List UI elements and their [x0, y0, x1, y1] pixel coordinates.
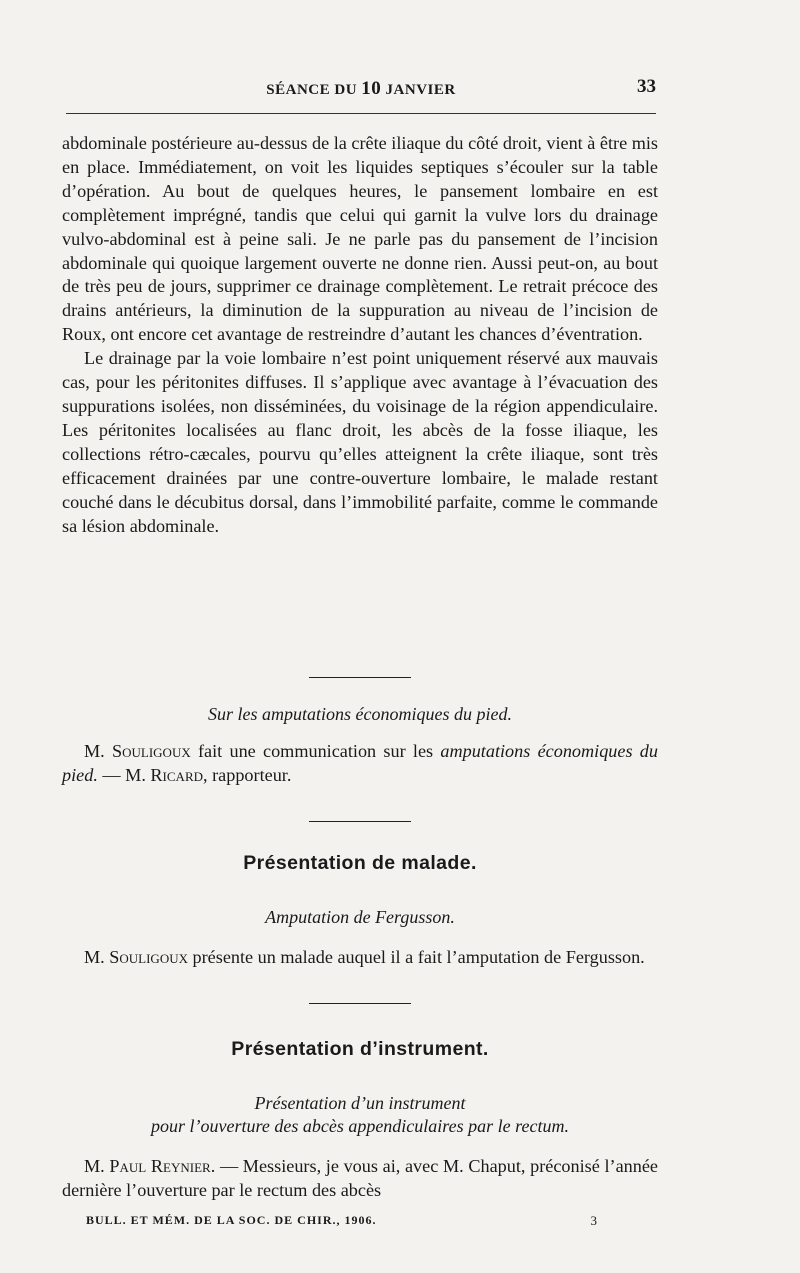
- header-title-pre: SÉANCE DU: [266, 82, 362, 98]
- section2-m: M.: [84, 947, 110, 967]
- separator-3: [309, 1003, 411, 1004]
- section1-title: Sur les amputations économiques du pied.: [208, 704, 512, 724]
- section1-text3: , rapporteur.: [203, 764, 292, 785]
- section1-text2: — M.: [97, 764, 151, 785]
- section1-text1: fait une communication sur les: [190, 741, 441, 761]
- section2-text: [62, 946, 658, 970]
- section3-text: [62, 1155, 658, 1203]
- section1-author: Souligoux: [112, 741, 191, 761]
- section3-body: . — Messieurs, je vous ai, avec M. Chaput, préconisé l’année dernière l’ouverture par le rectum des abcès: [62, 1156, 659, 1200]
- header-rule: [66, 113, 656, 114]
- footer-signature: 3: [590, 1213, 598, 1228]
- section2-author: Souligoux: [109, 947, 188, 967]
- header-title-month: JANVIER: [381, 82, 456, 98]
- section1-italic: amputations économiques du pied.: [62, 741, 658, 785]
- section3-author: Paul Reynier: [109, 1156, 211, 1176]
- page-number: 33: [637, 76, 656, 97]
- section1-paragraph: [62, 740, 658, 788]
- section3-subtitle-line1: Présentation d’un instrument: [254, 1093, 466, 1113]
- footer-journal: BULL. ET MÉM. DE LA SOC. DE CHIR., 1906.: [86, 1213, 377, 1227]
- section3-subtitle: [62, 1092, 658, 1138]
- section3-heading: Présentation d’instrument.: [231, 1038, 489, 1060]
- section1-text: [62, 740, 658, 788]
- running-header: [66, 78, 656, 102]
- header-title: [66, 78, 656, 100]
- section3-m: M.: [84, 1156, 110, 1176]
- header-date-number: 10: [361, 78, 382, 99]
- section3-paragraph: [62, 1155, 658, 1203]
- section2-body: présente un malade auquel il a fait l’amputation de Fergusson.: [187, 947, 645, 967]
- section2-heading: Présentation de malade.: [243, 852, 477, 874]
- separator-2: [309, 821, 411, 822]
- main-text: [62, 132, 658, 538]
- section1-m: M.: [84, 741, 112, 761]
- section3-subtitle-line2: pour l’ouverture des abcès appendiculaires par le rectum.: [151, 1116, 569, 1136]
- paragraph-1: abdominale postérieure au-dessus de la crête iliaque du côté droit, vient à être mis en place. Immédiatement, on voit les liquides septiques s’écouler sur la table d’opération. Au bout de quelques heures, le pansement lombaire en est complètement imprégné, tandis que celui qui garnit la vulve lors du drainage vulvo-abdominal est à peine sali. Je ne parle pas du pansement de l’incision abdominale qui quoique largement ouverte ne donne rien. Aussi peut-on, au bout de très peu de jours, supprimer ce drainage complètement. Le retrait précoce des drains antérieurs, la diminution de la suppuration au niveau de l’incision de Roux, ont encore cet avantage de restreindre d’autant les chances d’éventration.: [62, 133, 658, 345]
- section1-rapporteur: Ricard: [150, 764, 204, 785]
- section2-paragraph: [62, 946, 658, 970]
- paragraph-2: Le drainage par la voie lombaire n’est point uniquement réservé aux mauvais cas, pour les péritonites diffuses. Il s’applique avec avantage à l’évacuation des suppurations isolées, non disséminées, du voisinage de la région appendiculaire. Les péritonites localisées au flanc droit, les abcès de la fosse iliaque, les collections rétro-cæcales, pourvu qu’elles atteignent la crête iliaque, sont très efficacement drainées par une contre-ouverture lombaire, le malade restant couché dans le décubitus dorsal, dans l’immobilité parfaite, comme le commande sa lésion abdominale.: [62, 348, 658, 536]
- section2-subtitle: Amputation de Fergusson.: [265, 907, 455, 927]
- separator-1: [309, 677, 411, 678]
